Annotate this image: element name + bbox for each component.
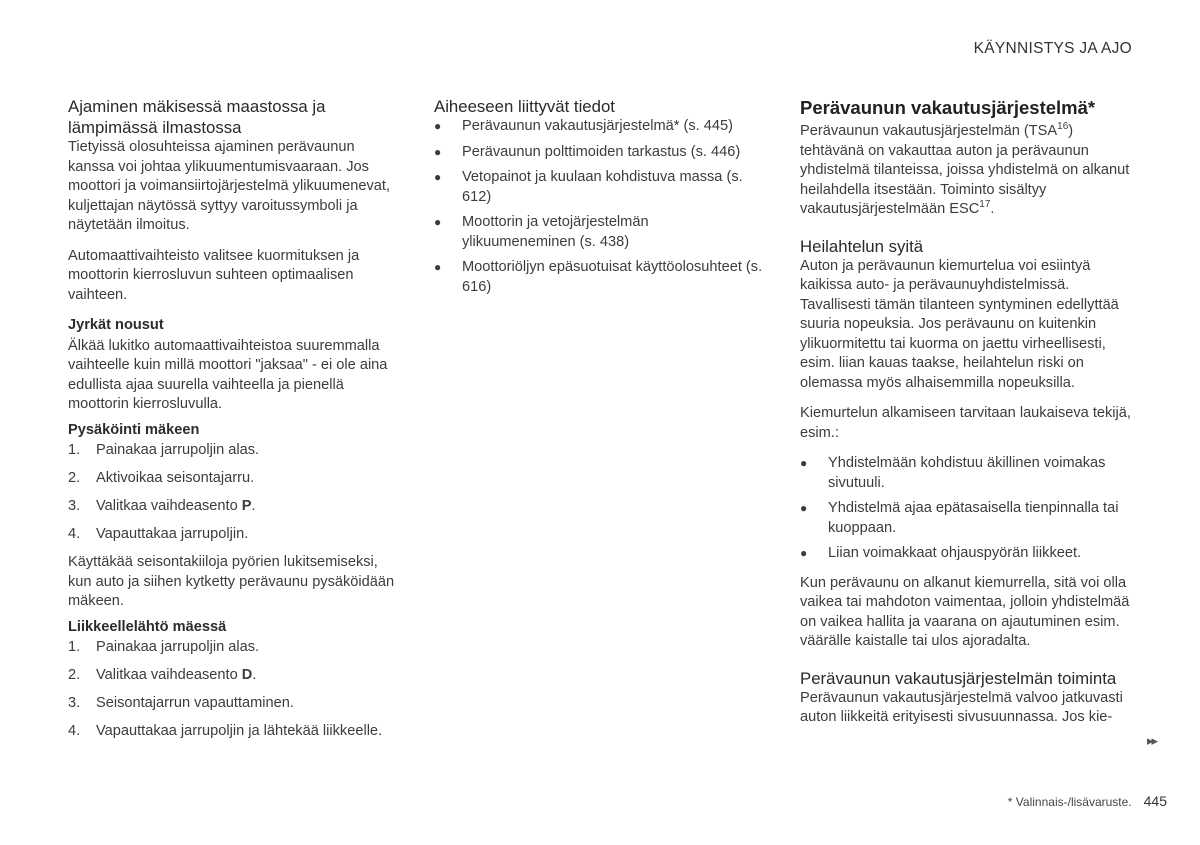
parking-steps-list	[68, 441, 403, 545]
subheading-parking-on-hill: Pysäköinti mäkeen	[68, 421, 200, 438]
bullet-icon: ●	[434, 119, 442, 133]
list-item: 3. Seisontajarrun vapauttaminen.	[68, 695, 294, 711]
list-item: 2. Valitkaa vaihdeasento D.	[68, 667, 257, 683]
subheading-hill-start: Liikkeellelähtö mäessä	[68, 618, 227, 635]
footnote-ref-16: 16	[1057, 121, 1069, 133]
subheading-sway-causes: Heilahtelun syitä	[800, 236, 924, 256]
gear-position-p: P	[241, 498, 252, 514]
column-right	[800, 96, 1135, 739]
list-item: 4. Vapauttakaa jarrupoljin ja lähtekää liikkeelle.	[68, 723, 383, 739]
list-item: 4. Vapauttakaa jarrupoljin.	[68, 526, 249, 542]
subheading-steep-climbs: Jyrkät nousut	[68, 317, 164, 333]
bullet-icon: ●	[434, 170, 442, 184]
related-link[interactable]: ● Vetopainot ja kuulaan kohdistuva massa (s. 612)	[434, 168, 764, 207]
paragraph-steep-climbs: Älkää lukitko automaattivaihteistoa suuremmalla vaihteelle kuin millä moottori "jaksaa" - ei ole aina edullista ajaa suurella vaihteella ja pienellä moottorin kierrosluvulla.	[68, 337, 388, 412]
paragraph-sway-causes: Auton ja perävaunun kiemurtelua voi esiintyä kaikissa auto- ja perävaunuyhdistelmissä. Tavallisesti tämän tilanteen syntyminen edellyttää suuria nopeuksia. Jos perävaunu on kuitenkin ylikuormitettu tai kuorma on jaettu virheellisesti, esim. liian kauas taakse, heilahtelun riski on olemassa myös alhaisemmilla nopeuksilla.	[800, 257, 1119, 391]
paragraph-sway-consequence: Kun perävaunu on alkanut kiemurrella, sitä voi olla vaikea tai mahdoton vaimentaa, jolloin yhdistelmää on vaikea hallita ja vaarana on ajautuminen esim. väärälle kaistalle tai ulos ajoradalta.	[800, 574, 1130, 649]
paragraph-tsa-intro: Perävaunun vakautusjärjestelmän (TSA$^{16}$) tehtävänä on vakauttaa auton ja perävaunun yhdistelmä tilanteissa, joissa yhdistelmä on alkanut heilahdella itsestään. Toiminto sisältyy vakautusjärjestelmään ESC$^{17}$.	[800, 121, 1130, 217]
list-item: ● Yhdistelmään kohdistuu äkillinen voimakas sivutuuli.	[800, 454, 1135, 493]
bullet-icon: ●	[434, 215, 442, 229]
gear-position-d: D	[241, 667, 253, 683]
bullet-icon: ●	[434, 260, 442, 274]
hill-start-steps-list	[68, 638, 403, 742]
optional-equipment-footnote: * Valinnais-/lisävaruste.	[1007, 795, 1132, 809]
related-link[interactable]: ● Moottoriöljyn epäsuotuisat käyttöolosuhteet (s. 616)	[434, 258, 764, 297]
paragraph-wheel-chocks: Käyttäkää seisontakiiloja pyörien lukitsemiseksi, kun auto ja siihen kytketty perävaunu pysäköidään mäkeen.	[68, 554, 395, 609]
related-link[interactable]: ● Perävaunun vakautusjärjestelmä* (s. 445)	[434, 117, 764, 137]
chapter-header: KÄYNNISTYS JA AJO	[973, 40, 1132, 57]
footnote-ref-17: 17	[979, 199, 991, 211]
continue-arrows-icon: ▸▸	[1147, 733, 1157, 748]
bullet-icon: ●	[434, 144, 442, 159]
related-link[interactable]: ● Perävaunun polttimoiden tarkastus (s. 446)	[434, 143, 764, 163]
paragraph-system-function: Perävaunun vakautusjärjestelmä valvoo jatkuvasti auton liikkeitä erityisesti sivusuunnassa. Jos kie-	[800, 689, 1123, 725]
page-footer	[1008, 793, 1167, 809]
list-item: 1. Painakaa jarrupoljin alas.	[68, 442, 260, 458]
sway-triggers-list	[800, 454, 1135, 564]
section-title-related-info: Aiheeseen liittyvät tiedot	[434, 97, 615, 116]
list-item: 2. Aktivoikaa seisontajarru.	[68, 470, 255, 486]
paragraph-automatic-gearbox: Automaattivaihteisto valitsee kuormituksen ja moottorin kierrosluvun suhteen optimaalisen vaihteen.	[68, 247, 360, 303]
list-item: 1. Painakaa jarrupoljin alas.	[68, 639, 260, 655]
list-item: ● Liian voimakkaat ohjauspyörän liikkeet.	[800, 544, 1135, 564]
bullet-icon: ●	[800, 456, 808, 470]
column-left	[68, 96, 403, 750]
bullet-icon: ●	[800, 546, 808, 560]
bullet-icon: ●	[800, 501, 808, 515]
subheading-system-function: Perävaunun vakautusjärjestelmän toiminta	[800, 668, 1117, 688]
column-middle	[434, 96, 764, 307]
paragraph-sway-trigger: Kiemurtelun alkamiseen tarvitaan laukaiseva tekijä, esim.:	[800, 405, 1131, 441]
related-links-list	[434, 117, 764, 297]
page-number: 445	[1143, 793, 1167, 809]
paragraph-overheating: Tietyissä olosuhteissa ajaminen perävaunun kanssa voi johtaa ylikuumentumisvaaraan. Jos moottori ja voimansiirtojärjestelmä ylikuumenevat, kuljettajan näytössä syttyy varoitussymboli ja näytetään ilmoitus.	[68, 139, 390, 233]
related-link[interactable]: ● Moottorin ja vetojärjestelmän ylikuumeneminen (s. 438)	[434, 213, 764, 252]
section-title-trailer-stability: Perävaunun vakautusjärjestelmä*	[800, 97, 1096, 118]
section-title-hilly-driving: Ajaminen mäkisessä maastossa ja lämpimässä ilmastossa	[68, 97, 326, 137]
list-item: ● Yhdistelmä ajaa epätasaisella tienpinnalla tai kuoppaan.	[800, 499, 1135, 538]
list-item: 3. Valitkaa vaihdeasento P.	[68, 498, 256, 514]
